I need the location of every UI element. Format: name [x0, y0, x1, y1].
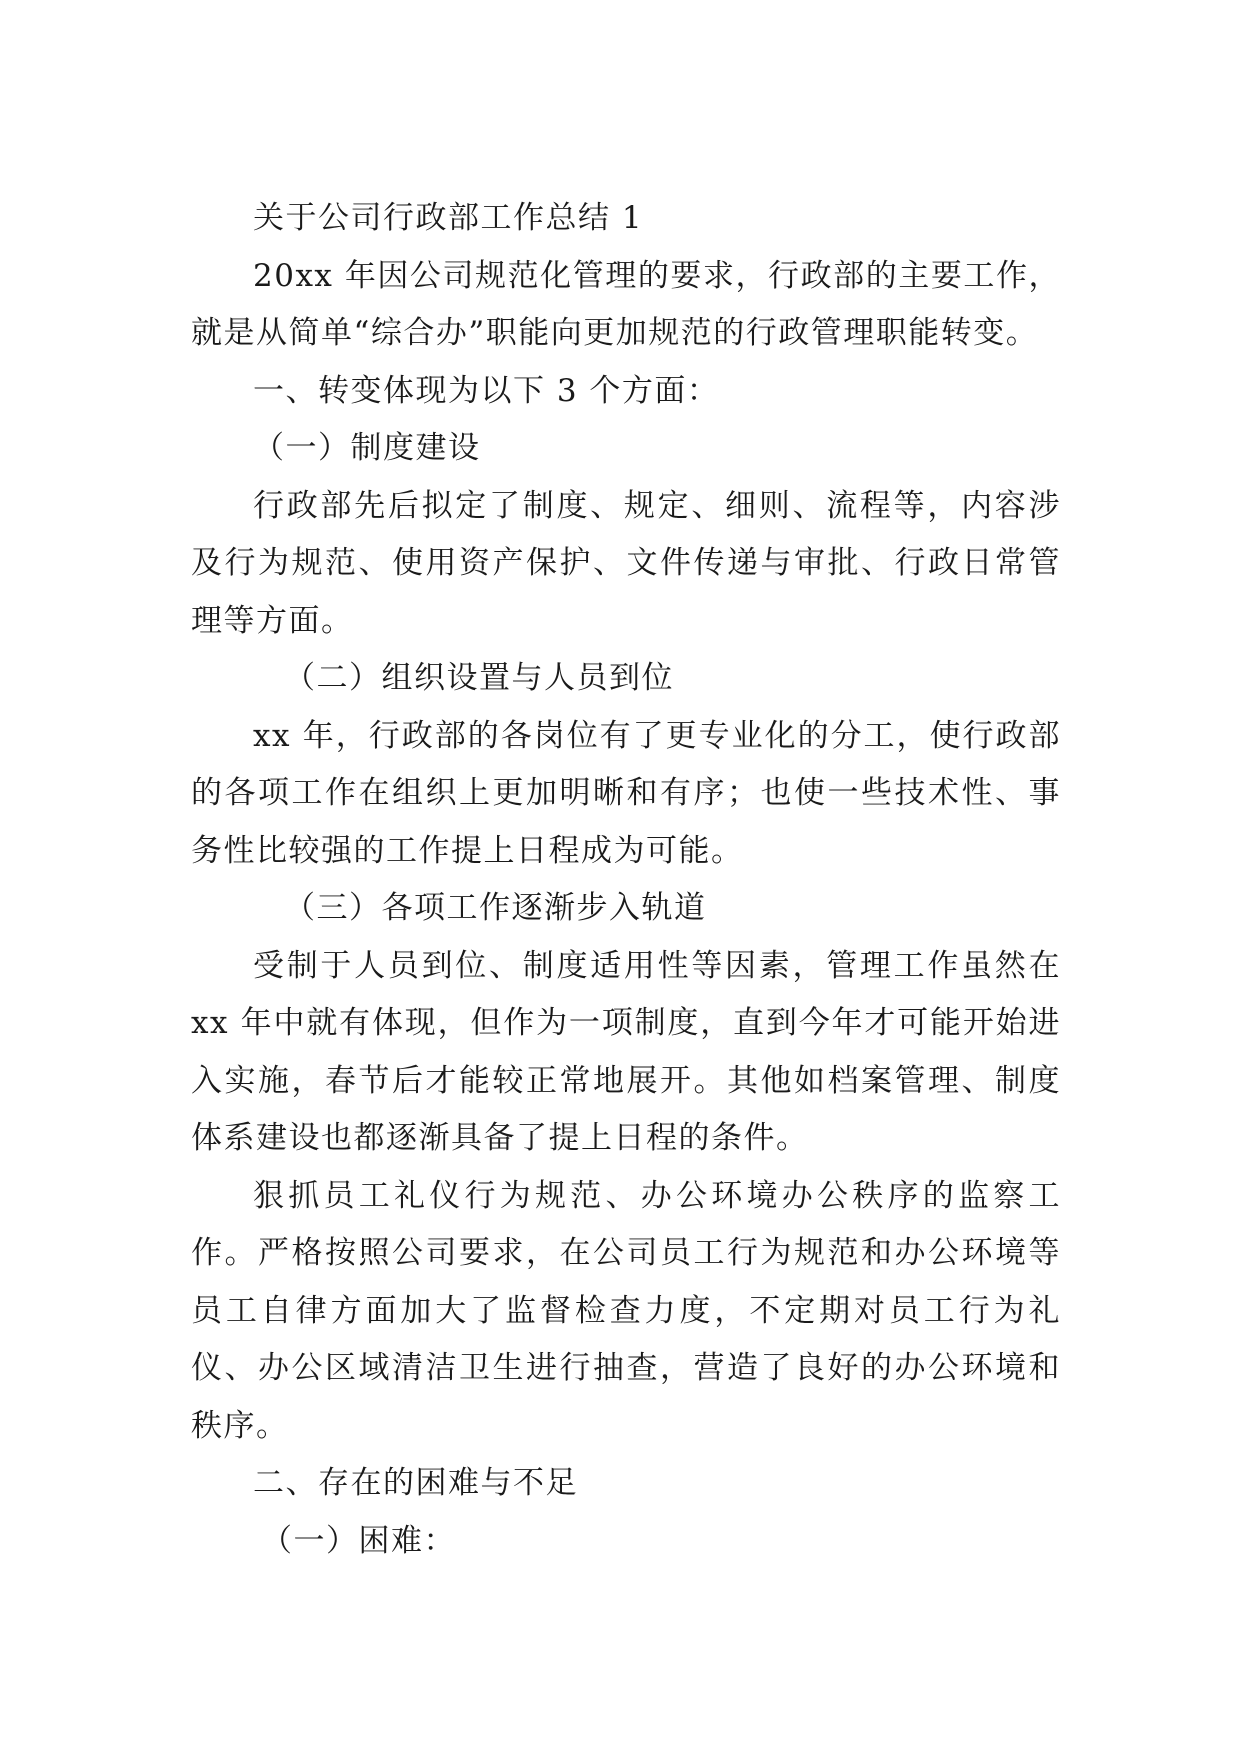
subsection-heading-2: （二）组织设置与人员到位 — [284, 660, 674, 696]
paragraph-system-building: 行政部先后拟定了制度、规定、细则、流程等，内容涉及行为规范、使用资产保护、文件传递与审批、行政日常管理等方面。 — [191, 487, 1061, 639]
paragraph-organization: xx 年，行政部的各岗位有了更专业化的分工，使行政部的各项工作在组织上更加明晰和有序；也使一些技术性、事务性比较强的工作提上日程成为可能。 — [191, 717, 1061, 869]
paragraph-supervision: 狠抓员工礼仪行为规范、办公环境办公秩序的监察工作。严格按照公司要求，在公司员工行为规范和办公环境等员工自律方面加大了监督检查力度，不定期对员工行为礼仪、办公区域清洁卫生进行抽查，营造了良好的办公环境和秩序。 — [191, 1177, 1061, 1444]
document-body — [191, 190, 1061, 1570]
subsection-heading-3: （三）各项工作逐渐步入轨道 — [284, 890, 707, 926]
document-title: 关于公司行政部工作总结 1 — [253, 200, 644, 236]
paragraph-work-on-track: 受制于人员到位、制度适用性等因素，管理工作虽然在 xx 年中就有体现，但作为一项制度，直到今年才可能开始进入实施，春节后才能较正常地展开。其他如档案管理、制度体系建设也都逐渐具备了提上日程的条件。 — [191, 947, 1061, 1156]
section-heading-1: 一、转变体现为以下 3 个方面： — [253, 372, 720, 409]
paragraph-intro: 20xx 年因公司规范化管理的要求，行政部的主要工作，就是从简单“综合办”职能向更加规范的行政管理职能转变。 — [191, 257, 1061, 351]
subsection-heading-1: （一）制度建设 — [253, 430, 481, 466]
section-heading-2: 二、存在的困难与不足 — [253, 1465, 578, 1501]
subsection-heading-difficulties: （一）困难： — [261, 1522, 456, 1559]
